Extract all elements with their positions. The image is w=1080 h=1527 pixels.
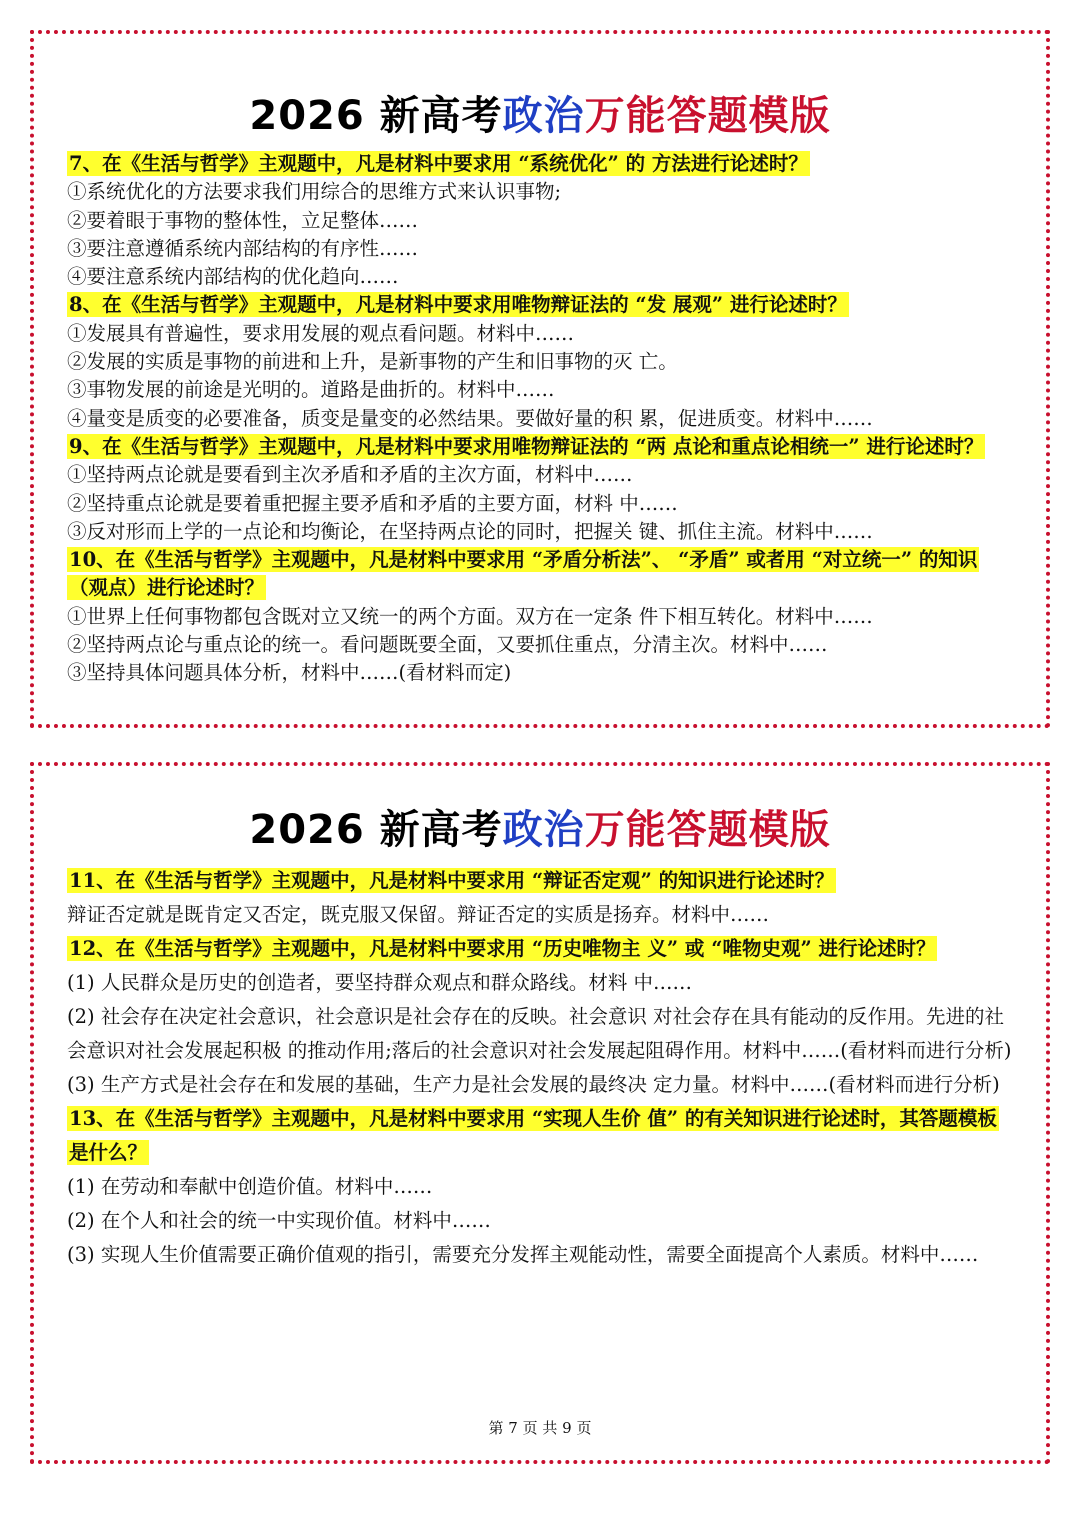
answer-line: 辩证否定就是既肯定又否定，既克服又保留。辩证否定的实质是扬弃。材料中…… (67, 903, 770, 926)
title-prefix: 2026 新高考 (249, 93, 503, 139)
content-block (34, 150, 1046, 688)
question-text: 12、在《生活与哲学》主观题中，凡是材料中要求用 “历史唯物主 义” 或 “唯物史观” 进行论述时？ (69, 937, 936, 960)
answer-line: ②要着眼于事物的整体性，立足整体…… (67, 208, 419, 232)
question-heading (67, 433, 1016, 461)
answer-line: ①发展具有普遍性，要求用发展的观点看问题。材料中…… (67, 321, 575, 345)
answer-line: (2) 社会存在决定社会意识，社会意识是社会存在的反映。社会意识 对社会存在具有能动的反作用。先进的社会意识对社会发展起积极 的推动作用;落后的社会意识对社会发展起阻碍作用。材料中……(看材料而进行分析) (67, 1005, 1012, 1062)
answer-line: (3) 生产方式是社会存在和发展的基础，生产力是社会发展的最终决 定力量。材料中……(看材料而进行分析) (67, 1073, 1000, 1096)
question-text: 10、在《生活与哲学》主观题中，凡是材料中要求用 “矛盾分析法”、 “矛盾” 或者用 “对立统一” 的知识（观点）进行论述时？ (69, 548, 978, 600)
answer-line: ④量变是质变的必要准备，质变是量变的必然结果。要做好量的积 累，促进质变。材料中…… (67, 406, 873, 430)
answer-line: ④要注意系统内部结构的优化趋向…… (67, 265, 399, 289)
question-text: 9、在《生活与哲学》主观题中，凡是材料中要求用唯物辩证法的 “两 点论和重点论相统一” 进行论述时？ (69, 434, 984, 458)
question-heading (67, 291, 1016, 319)
title-suffix: 万能答题模版 (584, 807, 831, 853)
title-subject: 政治 (502, 93, 585, 139)
question-text: 7、在《生活与哲学》主观题中，凡是材料中要求用 “系统优化” 的 方法进行论述时？ (69, 152, 808, 175)
answer-line: (3) 实现人生价值需要正确价值观的指引，需要充分发挥主观能动性，需要全面提高个人素质。材料中…… (67, 1243, 979, 1266)
page-title (34, 802, 1046, 858)
question-heading (67, 1102, 1016, 1170)
question-heading (67, 150, 1016, 178)
answer-line: ②坚持两点论与重点论的统一。看问题既要全面，又要抓住重点，分清主次。材料中…… (67, 633, 828, 657)
question-heading (67, 546, 1016, 603)
answer-line: ②坚持重点论就是要着重把握主要矛盾和矛盾的主要方面，材料 中…… (67, 491, 678, 515)
question-heading (67, 932, 1016, 966)
answer-line: (1) 在劳动和奉献中创造价值。材料中…… (67, 1175, 433, 1198)
question-text: 8、在《生活与哲学》主观题中，凡是材料中要求用唯物辩证法的 “发 展观” 进行论述时？ (69, 293, 847, 317)
title-subject: 政治 (502, 807, 585, 853)
page-card-top (30, 30, 1050, 728)
answer-line: (2) 在个人和社会的统一中实现价值。材料中…… (67, 1209, 491, 1232)
question-heading (67, 864, 1016, 898)
answer-line: ①世界上任何事物都包含既对立又统一的两个方面。双方在一定条 件下相互转化。材料中…… (67, 604, 873, 628)
question-text: 13、在《生活与哲学》主观题中，凡是材料中要求用 “实现人生价 值” 的有关知识进行论述时，其答题模板是什么？ (69, 1107, 997, 1164)
answer-line: ③反对形而上学的一点论和均衡论，在坚持两点论的同时，把握关 键、抓住主流。材料中…… (67, 519, 873, 543)
answer-line: ③坚持具体问题具体分析，材料中……(看材料而定) (67, 661, 512, 685)
content-block (34, 864, 1046, 1272)
answer-line: ②发展的实质是事物的前进和上升，是新事物的产生和旧事物的灭 亡。 (67, 350, 678, 374)
page-number: 第 7 页 共 9 页 (488, 1419, 592, 1437)
answer-line: ③事物发展的前途是光明的。道路是曲折的。材料中…… (67, 378, 555, 402)
title-prefix: 2026 新高考 (249, 807, 503, 853)
page-card-bottom (30, 762, 1050, 1464)
answer-line: ①系统优化的方法要求我们用综合的思维方式来认识事物; (67, 180, 562, 204)
question-text: 11、在《生活与哲学》主观题中，凡是材料中要求用 “辩证否定观” 的知识进行论述时？ (69, 869, 835, 892)
title-suffix: 万能答题模版 (584, 93, 831, 139)
page-title (34, 88, 1046, 144)
answer-line: (1) 人民群众是历史的创造者，要坚持群众观点和群众路线。材料 中…… (67, 971, 693, 994)
answer-line: ③要注意遵循系统内部结构的有序性…… (67, 236, 419, 260)
answer-line: ①坚持两点论就是要看到主次矛盾和矛盾的主次方面，材料中…… (67, 463, 633, 487)
